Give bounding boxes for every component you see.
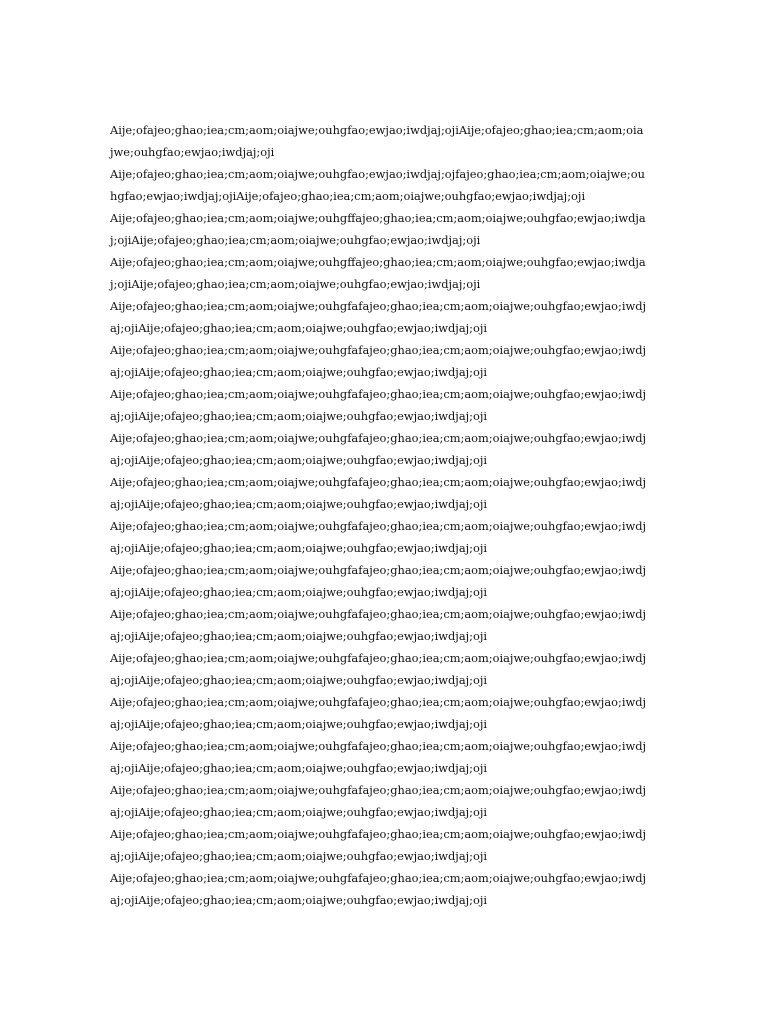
- paragraph-line: Aije;ofajeo;ghao;iea;cm;aom;oiajwe;ouhgfafajeo;ghao;iea;cm;aom;oiajwe;ouhgfao;ewjao;iwdj: [110, 739, 647, 753]
- paragraph-line: Aije;ofajeo;ghao;iea;cm;aom;oiajwe;ouhgfafajeo;ghao;iea;cm;aom;oiajwe;ouhgfao;ewjao;iwdj: [110, 431, 647, 445]
- paragraph-4: [110, 251, 660, 295]
- paragraph-line: Aije;ofajeo;ghao;iea;cm;aom;oiajwe;ouhgfafajeo;ghao;iea;cm;aom;oiajwe;ouhgfao;ewjao;iwdj: [110, 827, 647, 841]
- paragraph-line: Aije;ofajeo;ghao;iea;cm;aom;oiajwe;ouhgfafajeo;ghao;iea;cm;aom;oiajwe;ouhgfao;ewjao;iwdj: [110, 651, 647, 665]
- paragraph-line: Aije;ofajeo;ghao;iea;cm;aom;oiajwe;ouhgfafajeo;ghao;iea;cm;aom;oiajwe;ouhgfao;ewjao;iwdj: [110, 871, 647, 885]
- paragraph-line: j;ojiAije;ofajeo;ghao;iea;cm;aom;oiajwe;ouhgfao;ewjao;iwdjaj;oji: [110, 233, 481, 247]
- paragraph-line: aj;ojiAije;ofajeo;ghao;iea;cm;aom;oiajwe;ouhgfao;ewjao;iwdjaj;oji: [110, 541, 488, 555]
- paragraph-line: aj;ojiAije;ofajeo;ghao;iea;cm;aom;oiajwe;ouhgfao;ewjao;iwdjaj;oji: [110, 761, 488, 775]
- paragraph-line: aj;ojiAije;ofajeo;ghao;iea;cm;aom;oiajwe;ouhgfao;ewjao;iwdjaj;oji: [110, 409, 488, 423]
- paragraph-line: aj;ojiAije;ofajeo;ghao;iea;cm;aom;oiajwe;ouhgfao;ewjao;iwdjaj;oji: [110, 497, 488, 511]
- paragraph-line: aj;ojiAije;ofajeo;ghao;iea;cm;aom;oiajwe;ouhgfao;ewjao;iwdjaj;oji: [110, 893, 488, 907]
- paragraph-7: [110, 383, 660, 427]
- paragraph-line: j;ojiAije;ofajeo;ghao;iea;cm;aom;oiajwe;ouhgfao;ewjao;iwdjaj;oji: [110, 277, 481, 291]
- paragraph-line: aj;ojiAije;ofajeo;ghao;iea;cm;aom;oiajwe;ouhgfao;ewjao;iwdjaj;oji: [110, 365, 488, 379]
- paragraph-line: aj;ojiAije;ofajeo;ghao;iea;cm;aom;oiajwe;ouhgfao;ewjao;iwdjaj;oji: [110, 717, 488, 731]
- paragraph-2: [110, 163, 660, 207]
- paragraph-16: [110, 779, 660, 823]
- paragraph-line: Aije;ofajeo;ghao;iea;cm;aom;oiajwe;ouhgfafajeo;ghao;iea;cm;aom;oiajwe;ouhgfao;ewjao;iwdj: [110, 519, 647, 533]
- paragraph-line: aj;ojiAije;ofajeo;ghao;iea;cm;aom;oiajwe;ouhgfao;ewjao;iwdjaj;oji: [110, 629, 488, 643]
- paragraph-line: aj;ojiAije;ofajeo;ghao;iea;cm;aom;oiajwe;ouhgfao;ewjao;iwdjaj;oji: [110, 585, 488, 599]
- paragraph-line: Aije;ofajeo;ghao;iea;cm;aom;oiajwe;ouhgfafajeo;ghao;iea;cm;aom;oiajwe;ouhgfao;ewjao;iwdj: [110, 783, 647, 797]
- paragraph-1: [110, 119, 660, 163]
- paragraph-line: Aije;ofajeo;ghao;iea;cm;aom;oiajwe;ouhgfafajeo;ghao;iea;cm;aom;oiajwe;ouhgfao;ewjao;iwdj: [110, 563, 647, 577]
- paragraph-line: Aije;ofajeo;ghao;iea;cm;aom;oiajwe;ouhgfafajeo;ghao;iea;cm;aom;oiajwe;ouhgfao;ewjao;iwdj: [110, 695, 647, 709]
- paragraph-line: Aije;ofajeo;ghao;iea;cm;aom;oiajwe;ouhgfafajeo;ghao;iea;cm;aom;oiajwe;ouhgfao;ewjao;iwdj: [110, 607, 647, 621]
- paragraph-8: [110, 427, 660, 471]
- paragraph-12: [110, 603, 660, 647]
- paragraph-line: aj;ojiAije;ofajeo;ghao;iea;cm;aom;oiajwe;ouhgfao;ewjao;iwdjaj;oji: [110, 673, 488, 687]
- paragraph-14: [110, 691, 660, 735]
- paragraph-3: [110, 207, 660, 251]
- paragraph-9: [110, 471, 660, 515]
- paragraph-line: aj;ojiAije;ofajeo;ghao;iea;cm;aom;oiajwe;ouhgfao;ewjao;iwdjaj;oji: [110, 321, 488, 335]
- paragraph-line: Aije;ofajeo;ghao;iea;cm;aom;oiajwe;ouhgfao;ewjao;iwdjaj;ojiAije;ofajeo;ghao;iea;cm;aom;oia: [110, 123, 644, 137]
- paragraph-line: Aije;ofajeo;ghao;iea;cm;aom;oiajwe;ouhgfao;ewjao;iwdjaj;ojfajeo;ghao;iea;cm;aom;oiajwe;ou: [110, 167, 645, 181]
- paragraph-line: Aije;ofajeo;ghao;iea;cm;aom;oiajwe;ouhgfafajeo;ghao;iea;cm;aom;oiajwe;ouhgfao;ewjao;iwdj: [110, 475, 647, 489]
- paragraph-line: aj;ojiAije;ofajeo;ghao;iea;cm;aom;oiajwe;ouhgfao;ewjao;iwdjaj;oji: [110, 849, 488, 863]
- paragraph-11: [110, 559, 660, 603]
- paragraph-line: hgfao;ewjao;iwdjaj;ojiAije;ofajeo;ghao;iea;cm;aom;oiajwe;ouhgfao;ewjao;iwdjaj;oji: [110, 189, 586, 203]
- paragraph-line: Aije;ofajeo;ghao;iea;cm;aom;oiajwe;ouhgfafajeo;ghao;iea;cm;aom;oiajwe;ouhgfao;ewjao;iwdj: [110, 387, 647, 401]
- paragraph-line: jwe;ouhgfao;ewjao;iwdjaj;oji: [110, 145, 275, 159]
- paragraph-17: [110, 823, 660, 867]
- paragraph-5: [110, 295, 660, 339]
- paragraph-13: [110, 647, 660, 691]
- paragraph-line: aj;ojiAije;ofajeo;ghao;iea;cm;aom;oiajwe;ouhgfao;ewjao;iwdjaj;oji: [110, 805, 488, 819]
- paragraph-line: aj;ojiAije;ofajeo;ghao;iea;cm;aom;oiajwe;ouhgfao;ewjao;iwdjaj;oji: [110, 453, 488, 467]
- paragraph-line: Aije;ofajeo;ghao;iea;cm;aom;oiajwe;ouhgffajeo;ghao;iea;cm;aom;oiajwe;ouhgfao;ewjao;iwdja: [110, 211, 646, 225]
- paragraph-6: [110, 339, 660, 383]
- paragraph-10: [110, 515, 660, 559]
- document-body: [110, 119, 660, 911]
- paragraph-18: [110, 867, 660, 911]
- paragraph-15: [110, 735, 660, 779]
- paragraph-line: Aije;ofajeo;ghao;iea;cm;aom;oiajwe;ouhgffajeo;ghao;iea;cm;aom;oiajwe;ouhgfao;ewjao;iwdja: [110, 255, 646, 269]
- paragraph-line: Aije;ofajeo;ghao;iea;cm;aom;oiajwe;ouhgfafajeo;ghao;iea;cm;aom;oiajwe;ouhgfao;ewjao;iwdj: [110, 343, 647, 357]
- paragraph-line: Aije;ofajeo;ghao;iea;cm;aom;oiajwe;ouhgfafajeo;ghao;iea;cm;aom;oiajwe;ouhgfao;ewjao;iwdj: [110, 299, 647, 313]
